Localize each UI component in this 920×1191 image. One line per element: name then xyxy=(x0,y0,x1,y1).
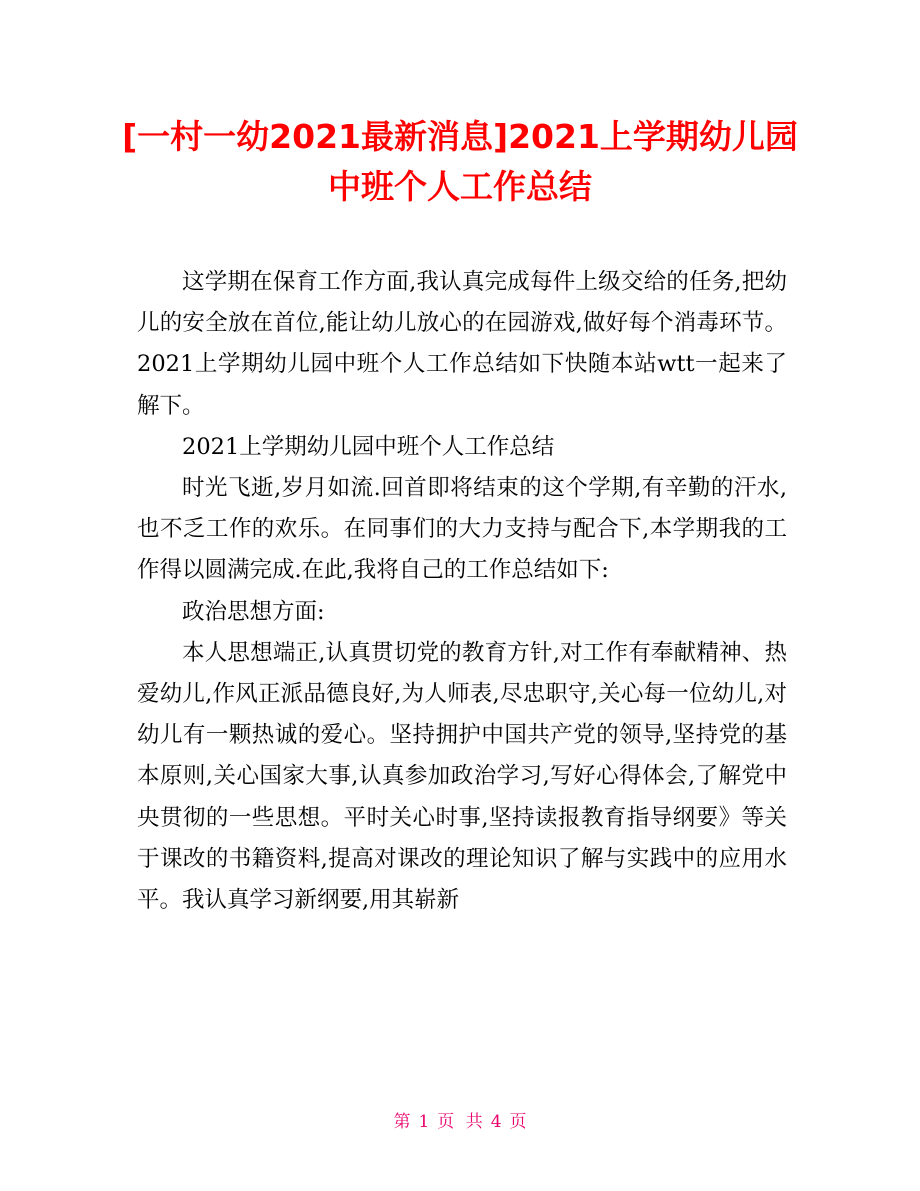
footer-page-number: 1 xyxy=(418,1112,430,1132)
page-footer xyxy=(0,1110,920,1134)
paragraph-section-heading: 政治思想方面: xyxy=(182,598,325,625)
paragraph-political: 本人思想端正,认真贯切党的教育方针,对工作有奉献精神、热爱幼儿,作风正派品德良好,为人师表,尽忠职守,关心每一位幼儿,对幼儿有一颗热诚的爱心。坚持拥护中国共产党的领导,坚持党的基本原则,关心国家大事,认真参加政治学习,写好心得体会,了解党中央贯彻的一些思想。平时关心时事,坚持读报教育指导纲要》等关于课改的书籍资料,提高对课改的理论知识了解与实践中的应用水平。我认真学习新纲要,用其崭新 xyxy=(137,639,787,914)
document-title xyxy=(100,112,820,212)
paragraph-opening: 时光飞逝,岁月如流.回首即将结束的这个学期,有辛勤的汗水,也不乏工作的欢乐。在同事们的大力支持与配合下,本学期我的工作得以圆满完成.在此,我将自己的工作总结如下: xyxy=(137,475,787,584)
footer-page-total: 4 xyxy=(490,1112,502,1132)
paragraph-subtitle: 2021上学期幼儿园中班个人工作总结 xyxy=(182,433,555,460)
footer-mid: 页 共 xyxy=(437,1112,483,1132)
paragraph-intro: 这学期在保育工作方面,我认真完成每件上级交给的任务,把幼儿的安全放在首位,能让幼儿放心的在园游戏,做好每个消毒环节。2021上学期幼儿园中班个人工作总结如下快随本站wtt一起来了解下。 xyxy=(137,269,787,419)
title-line-1: [一村一幼2021最新消息]2021上学期幼儿园 xyxy=(122,117,798,156)
title-line-2: 中班个人工作总结 xyxy=(328,167,592,206)
footer-prefix: 第 xyxy=(393,1112,411,1132)
footer-suffix: 页 xyxy=(509,1112,527,1132)
document-body xyxy=(137,262,787,921)
